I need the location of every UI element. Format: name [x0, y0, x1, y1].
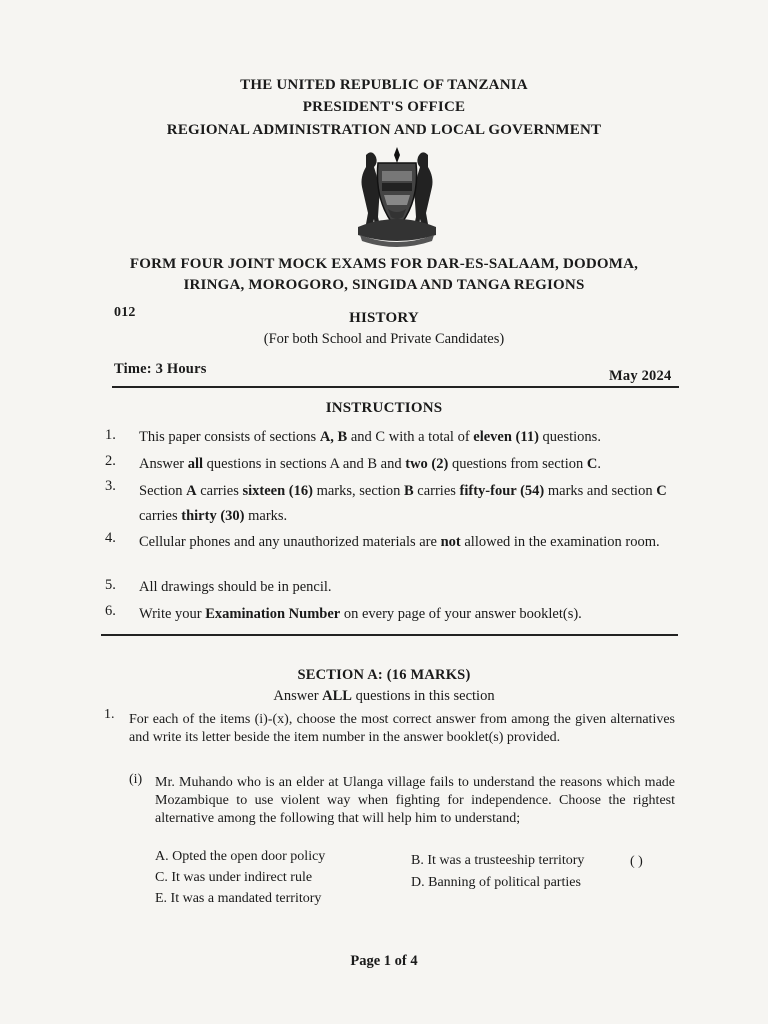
answer-blank: ( ) — [630, 854, 643, 869]
header-office: PRESIDENT'S OFFICE — [302, 99, 466, 115]
exam-code: 012 — [114, 305, 136, 320]
candidates-note: (For both School and Private Candidates) — [263, 331, 505, 347]
section-a-subtitle: Answer ALL questions in this section — [273, 688, 495, 704]
header-divider — [112, 386, 679, 388]
option-e: E. It was a mandated territory — [155, 891, 322, 906]
option-b: B. It was a trusteeship territory — [411, 853, 585, 868]
question-number: 1. — [104, 707, 115, 722]
instruction-2: Answer all questions in sections A and B and two (2) questions from section C. — [139, 456, 601, 472]
subject-title: HISTORY — [349, 310, 419, 326]
item-i-text: Mr. Muhando who is an elder at Ulanga village fails to understand the reasons which made Mozambique to use violent way when fighting for independence. Choose the rightest alternative among the following that will help him to understand; — [155, 775, 675, 826]
question-1-text: For each of the items (i)-(x), choose the most correct answer from among the given alternatives and write its letter beside the item number in the answer booklet(s) provided. — [129, 712, 675, 745]
page-number: Page 1 of 4 — [350, 953, 418, 969]
instruction-4: Cellular phones and any unauthorized materials are not allowed in the examination room. — [139, 534, 660, 550]
instruction-number: 4. — [105, 530, 116, 546]
instruction-number: 2. — [105, 453, 116, 469]
instruction-6: Write your Examination Number on every page of your answer booklet(s). — [139, 606, 582, 622]
instruction-number: 6. — [105, 603, 116, 619]
exam-title-line-2: IRINGA, MOROGORO, SINGIDA AND TANGA REGIONS — [183, 277, 585, 293]
option-d: D. Banning of political parties — [411, 875, 581, 890]
header-ministry: REGIONAL ADMINISTRATION AND LOCAL GOVERNMENT — [166, 122, 602, 138]
instruction-number: 5. — [105, 577, 116, 593]
instruction-3: Section A carries sixteen (16) marks, section B carries fifty-four (54) marks and section C carries thirty (30) marks. — [139, 483, 667, 524]
instruction-number: 1. — [105, 427, 116, 443]
section-a-title: SECTION A: (16 MARKS) — [297, 667, 471, 683]
instructions-divider — [101, 634, 678, 636]
instruction-number: 3. — [105, 478, 116, 494]
exam-duration: Time: 3 Hours — [114, 361, 207, 377]
exam-date: May 2024 — [609, 368, 672, 384]
instructions-heading: INSTRUCTIONS — [325, 400, 443, 416]
option-a: A. Opted the open door policy — [155, 849, 326, 864]
item-number: (i) — [129, 772, 143, 787]
instruction-1: This paper consists of sections A, B and C with a total of eleven (11) questions. — [139, 429, 601, 445]
coat-of-arms-emblem — [348, 143, 446, 247]
header-country: THE UNITED REPUBLIC OF TANZANIA — [240, 77, 528, 93]
exam-title-line-1: FORM FOUR JOINT MOCK EXAMS FOR DAR-ES-SALAAM, DODOMA, — [129, 256, 639, 272]
instruction-5: All drawings should be in pencil. — [139, 579, 332, 595]
option-c: C. It was under indirect rule — [155, 870, 313, 885]
